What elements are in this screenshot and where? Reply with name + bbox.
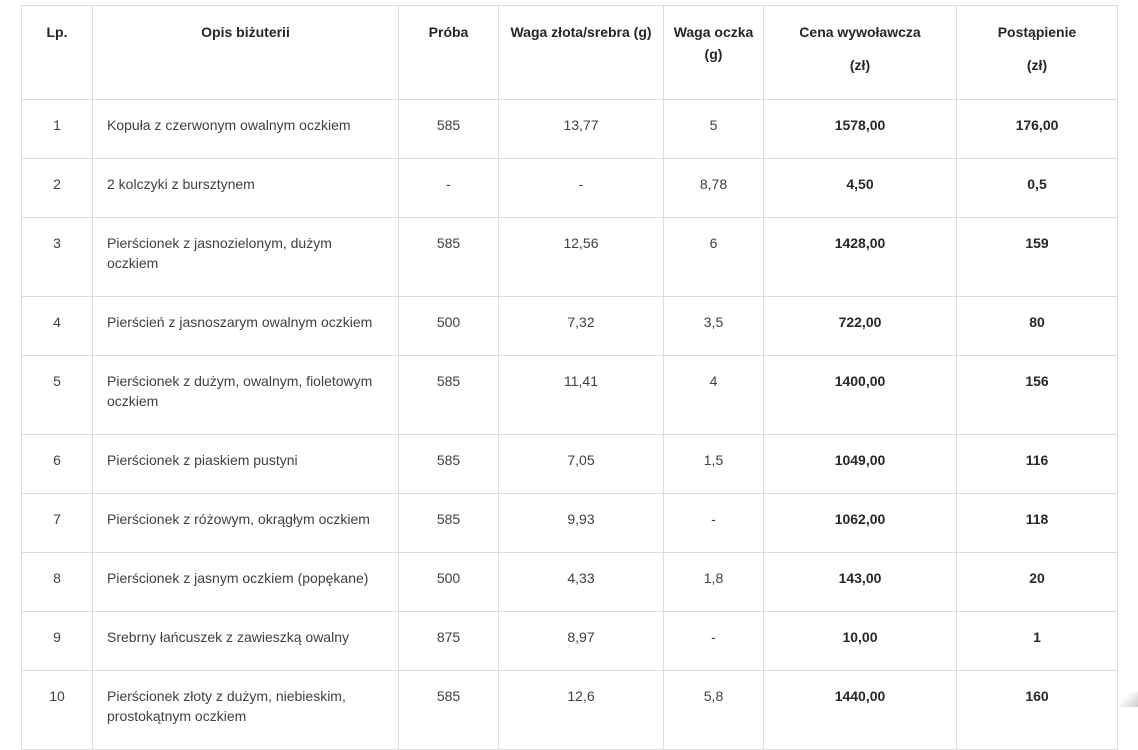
cell-fineness: 585 bbox=[399, 356, 499, 435]
cell-fineness: 585 bbox=[399, 218, 499, 297]
jewelry-auction-table bbox=[21, 5, 1118, 750]
cell-stone-weight: 5 bbox=[664, 100, 764, 159]
cell-bid-increment: 1 bbox=[957, 612, 1118, 671]
cell-description: 2 kolczyki z bursztynem bbox=[93, 159, 399, 218]
cell-stone-weight: 1,8 bbox=[664, 553, 764, 612]
header-gold-silver-weight bbox=[499, 6, 664, 100]
cell-stone-weight: 3,5 bbox=[664, 297, 764, 356]
table-row bbox=[22, 553, 1118, 612]
cell-description: Pierścionek złoty z dużym, niebieskim, prostokątnym oczkiem bbox=[93, 671, 399, 750]
cell-fineness: 875 bbox=[399, 612, 499, 671]
cell-fineness: 585 bbox=[399, 671, 499, 750]
cell-gold-silver-weight: 13,77 bbox=[499, 100, 664, 159]
cell-fineness: 585 bbox=[399, 100, 499, 159]
table-row bbox=[22, 494, 1118, 553]
cell-lp: 9 bbox=[22, 612, 93, 671]
cell-starting-price: 1049,00 bbox=[764, 435, 957, 494]
cell-bid-increment: 116 bbox=[957, 435, 1118, 494]
cell-stone-weight: - bbox=[664, 494, 764, 553]
header-description-label: Opis biżuterii bbox=[201, 24, 290, 40]
header-bid-increment-label: Postąpienie bbox=[997, 24, 1077, 40]
header-stone-weight bbox=[664, 6, 764, 100]
header-fineness-label: Próba bbox=[428, 24, 469, 40]
cell-starting-price: 1440,00 bbox=[764, 671, 957, 750]
cell-fineness: 500 bbox=[399, 297, 499, 356]
cell-stone-weight: 4 bbox=[664, 356, 764, 435]
header-lp-label: Lp. bbox=[46, 24, 68, 40]
cell-bid-increment: 0,5 bbox=[957, 159, 1118, 218]
cell-lp: 5 bbox=[22, 356, 93, 435]
cell-gold-silver-weight: 11,41 bbox=[499, 356, 664, 435]
cell-stone-weight: 1,5 bbox=[664, 435, 764, 494]
cell-stone-weight: 8,78 bbox=[664, 159, 764, 218]
cell-gold-silver-weight: 7,32 bbox=[499, 297, 664, 356]
jewelry-auction-table-container bbox=[21, 5, 1118, 750]
cell-bid-increment: 156 bbox=[957, 356, 1118, 435]
table-row bbox=[22, 100, 1118, 159]
cell-lp: 6 bbox=[22, 435, 93, 494]
cell-lp: 2 bbox=[22, 159, 93, 218]
cell-description: Pierścień z jasnoszarym owalnym oczkiem bbox=[93, 297, 399, 356]
cell-starting-price: 1062,00 bbox=[764, 494, 957, 553]
header-stone-weight-label: Waga oczka bbox=[673, 24, 754, 40]
header-description bbox=[93, 6, 399, 100]
header-fineness bbox=[399, 6, 499, 100]
cell-gold-silver-weight: 8,97 bbox=[499, 612, 664, 671]
header-stone-weight-unit: (g) bbox=[704, 46, 723, 62]
header-starting-price bbox=[764, 6, 957, 100]
cell-bid-increment: 118 bbox=[957, 494, 1118, 553]
table-row bbox=[22, 612, 1118, 671]
cell-stone-weight: - bbox=[664, 612, 764, 671]
cell-gold-silver-weight: - bbox=[499, 159, 664, 218]
cell-bid-increment: 80 bbox=[957, 297, 1118, 356]
cell-starting-price: 1428,00 bbox=[764, 218, 957, 297]
cell-lp: 1 bbox=[22, 100, 93, 159]
table-row bbox=[22, 218, 1118, 297]
table-row bbox=[22, 159, 1118, 218]
cell-lp: 8 bbox=[22, 553, 93, 612]
cell-description: Pierścionek z jasnym oczkiem (popękane) bbox=[93, 553, 399, 612]
cell-starting-price: 1578,00 bbox=[764, 100, 957, 159]
cell-starting-price: 143,00 bbox=[764, 553, 957, 612]
cell-gold-silver-weight: 12,6 bbox=[499, 671, 664, 750]
cell-bid-increment: 20 bbox=[957, 553, 1118, 612]
cell-description: Pierścionek z dużym, owalnym, fioletowym oczkiem bbox=[93, 356, 399, 435]
table-row bbox=[22, 671, 1118, 750]
cell-stone-weight: 5,8 bbox=[664, 671, 764, 750]
cell-gold-silver-weight: 7,05 bbox=[499, 435, 664, 494]
cell-starting-price: 1400,00 bbox=[764, 356, 957, 435]
cell-description: Pierścionek z jasnozielonym, dużym oczkiem bbox=[93, 218, 399, 297]
header-starting-price-label: Cena wywoławcza bbox=[799, 24, 921, 40]
cell-starting-price: 722,00 bbox=[764, 297, 957, 356]
table-row bbox=[22, 435, 1118, 494]
header-lp bbox=[22, 6, 93, 100]
cell-starting-price: 10,00 bbox=[764, 612, 957, 671]
cell-lp: 7 bbox=[22, 494, 93, 553]
cell-fineness: 585 bbox=[399, 494, 499, 553]
cell-fineness: 585 bbox=[399, 435, 499, 494]
header-bid-increment bbox=[957, 6, 1118, 100]
cell-description: Pierścionek z różowym, okrągłym oczkiem bbox=[93, 494, 399, 553]
cell-stone-weight: 6 bbox=[664, 218, 764, 297]
cell-bid-increment: 159 bbox=[957, 218, 1118, 297]
cell-gold-silver-weight: 9,93 bbox=[499, 494, 664, 553]
cell-gold-silver-weight: 12,56 bbox=[499, 218, 664, 297]
cell-description: Pierścionek z piaskiem pustyni bbox=[93, 435, 399, 494]
table-row bbox=[22, 297, 1118, 356]
header-row bbox=[22, 6, 1118, 100]
cell-lp: 3 bbox=[22, 218, 93, 297]
header-gold-silver-weight-label: Waga złota/srebra (g) bbox=[510, 24, 652, 40]
cell-fineness: 500 bbox=[399, 553, 499, 612]
cell-lp: 4 bbox=[22, 297, 93, 356]
header-bid-increment-unit: (zł) bbox=[1026, 57, 1048, 73]
cell-lp: 10 bbox=[22, 671, 93, 750]
cell-gold-silver-weight: 4,33 bbox=[499, 553, 664, 612]
cell-bid-increment: 160 bbox=[957, 671, 1118, 750]
cell-starting-price: 4,50 bbox=[764, 159, 957, 218]
page-corner-shadow bbox=[1117, 692, 1138, 707]
cell-bid-increment: 176,00 bbox=[957, 100, 1118, 159]
cell-fineness: - bbox=[399, 159, 499, 218]
cell-description: Kopuła z czerwonym owalnym oczkiem bbox=[93, 100, 399, 159]
header-starting-price-unit: (zł) bbox=[849, 57, 871, 73]
table-row bbox=[22, 356, 1118, 435]
cell-description: Srebrny łańcuszek z zawieszką owalny bbox=[93, 612, 399, 671]
